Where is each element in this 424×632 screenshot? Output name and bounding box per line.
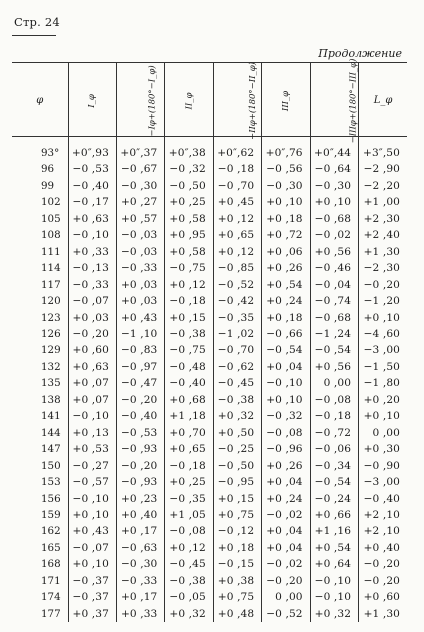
table-cell: −0 ,20: [68, 326, 116, 342]
table-cell: −0 ,62: [213, 359, 261, 375]
row-angle-cell: 147: [41, 443, 61, 456]
table-cell: −0 ,18: [310, 408, 358, 424]
table-row: [12, 326, 407, 342]
header-i-phi: I_φ: [68, 63, 116, 137]
table-cell: +0 ,10: [68, 556, 116, 572]
table-cell: −0 ,03: [116, 227, 164, 243]
table-cell: −0 ,52: [213, 277, 261, 293]
table-cell: −0 ,85: [213, 260, 261, 276]
table-cell: +0 ,17: [116, 589, 164, 605]
table-row: [12, 441, 407, 457]
table-body: [12, 137, 407, 623]
table-row: [12, 425, 407, 441]
table-cell: −3 ,00: [359, 474, 407, 490]
table-cell: −0 ,15: [213, 556, 261, 572]
table-cell: −0 ,74: [310, 293, 358, 309]
table-cell: −0 ,10: [310, 589, 358, 605]
row-angle-cell: 123: [41, 311, 61, 324]
table-cell: +0 ,65: [213, 227, 261, 243]
table-cell: −1 ,80: [359, 375, 407, 391]
table-cell: −0 ,25: [213, 441, 261, 457]
table-cell: +0 ,33: [68, 244, 116, 260]
row-angle-cell: 144: [41, 426, 61, 439]
row-angle-cell: 120: [41, 295, 61, 308]
table-cell: +0 ,04: [262, 540, 310, 556]
header-ii-diff: −IIφ+(180°−II_φ): [213, 63, 261, 137]
table-cell: −0 ,90: [359, 458, 407, 474]
row-angle-cell: 159: [41, 508, 61, 521]
table-cell: −2 ,20: [359, 178, 407, 194]
table-cell: +0 ,06: [262, 244, 310, 260]
table-cell: −0 ,18: [213, 161, 261, 177]
row-angle-cell: 96: [41, 163, 55, 176]
table-cell: −0 ,27: [68, 458, 116, 474]
table-cell: +2 ,30: [359, 211, 407, 227]
table-cell: −0 ,18: [165, 293, 213, 309]
table-cell: −0 ,68: [310, 310, 358, 326]
table-cell: −0 ,52: [262, 606, 310, 622]
row-angle-cell: 171: [41, 574, 61, 587]
table-cell: −0 ,45: [213, 375, 261, 391]
table-cell: −0 ,33: [116, 573, 164, 589]
table-cell: +0 ,32: [165, 606, 213, 622]
table-cell: +0 ,38: [213, 573, 261, 589]
table-cell: +2 ,40: [359, 227, 407, 243]
table-cell: +0 ,12: [213, 244, 261, 260]
row-angle-cell: 99: [41, 179, 55, 192]
table-cell: −0 ,40: [165, 375, 213, 391]
table-cell: +0 ,20: [359, 392, 407, 408]
table-cell: −4 ,60: [359, 326, 407, 342]
table-cell: +0 ,63: [68, 359, 116, 375]
header-ii-phi: II_φ: [165, 63, 213, 137]
table-cell: +0 ,12: [165, 540, 213, 556]
table-cell: +0 ,24: [262, 491, 310, 507]
table-cell: +0″,62: [213, 137, 261, 162]
table-cell: −0 ,07: [68, 540, 116, 556]
table-row: [12, 211, 407, 227]
table-cell: −0 ,32: [262, 408, 310, 424]
table-cell: −0 ,35: [165, 491, 213, 507]
table-cell: +0″,76: [262, 137, 310, 162]
table-cell: +0 ,57: [116, 211, 164, 227]
table-row: [12, 342, 407, 358]
row-angle-cell: 108: [41, 229, 61, 242]
table-cell: +0 ,50: [213, 425, 261, 441]
table-cell: +0 ,13: [68, 425, 116, 441]
table-row: [12, 161, 407, 177]
row-angle-cell: 174: [41, 591, 61, 604]
row-angle-cell: 138: [41, 393, 61, 406]
table-cell: +0 ,65: [165, 441, 213, 457]
table-cell: +0 ,07: [68, 392, 116, 408]
table-cell: +0 ,95: [165, 227, 213, 243]
header-iii-diff: −IIIφ+(180°−III_φ): [310, 63, 358, 137]
table-cell: −0 ,10: [310, 573, 358, 589]
table-cell: −0 ,53: [68, 161, 116, 177]
table-row: [12, 507, 407, 523]
table-cell: −0 ,03: [116, 244, 164, 260]
table-row: [12, 556, 407, 572]
table-cell: +0 ,24: [262, 293, 310, 309]
table-cell: −0 ,33: [116, 260, 164, 276]
table-row: [12, 178, 407, 194]
table-cell: −0 ,68: [310, 211, 358, 227]
table-cell: +0 ,54: [262, 277, 310, 293]
table-row: [12, 227, 407, 243]
table-cell: −0 ,57: [68, 474, 116, 490]
table-cell: −0 ,20: [359, 277, 407, 293]
table-cell: −0 ,08: [310, 392, 358, 408]
table-cell: +0 ,64: [310, 556, 358, 572]
table-cell: −0 ,46: [310, 260, 358, 276]
table-cell: +0″,37: [116, 137, 164, 162]
table-cell: +0 ,15: [165, 310, 213, 326]
header-phi: φ: [12, 63, 68, 137]
table-cell: +0 ,58: [165, 244, 213, 260]
table-cell: 0 ,00: [310, 375, 358, 391]
table-cell: +0 ,54: [310, 540, 358, 556]
table-cell: −0 ,93: [116, 441, 164, 457]
table-cell: +0 ,66: [310, 507, 358, 523]
row-angle-cell: 168: [41, 558, 61, 571]
table-cell: +0 ,18: [262, 211, 310, 227]
table-row: [12, 474, 407, 490]
table-cell: +0″,93: [68, 137, 116, 162]
table-row: [12, 293, 407, 309]
table-cell: +0 ,03: [116, 293, 164, 309]
row-angle-cell: 156: [41, 492, 61, 505]
table-cell: +0″,44: [310, 137, 358, 162]
table-cell: +3″,50: [359, 137, 407, 162]
table-cell: −0 ,02: [262, 507, 310, 523]
row-angle-cell: 162: [41, 525, 61, 538]
table-cell: −0 ,10: [68, 227, 116, 243]
table-cell: +1 ,30: [359, 606, 407, 622]
table-cell: +0 ,04: [262, 523, 310, 539]
table-cell: +1 ,05: [165, 507, 213, 523]
table-row: [12, 408, 407, 424]
table-cell: −0 ,37: [68, 589, 116, 605]
table-cell: −1 ,24: [310, 326, 358, 342]
table-cell: −0 ,72: [310, 425, 358, 441]
table-cell: +1 ,00: [359, 194, 407, 210]
table-cell: +0 ,60: [68, 342, 116, 358]
table-cell: −0 ,30: [116, 178, 164, 194]
page-number-rule: [12, 35, 56, 36]
table-cell: −0 ,64: [310, 161, 358, 177]
table-row: [12, 523, 407, 539]
row-angle-cell: 126: [41, 327, 61, 340]
table-cell: −0 ,20: [262, 573, 310, 589]
header-l-phi: L_φ: [359, 63, 407, 137]
table-cell: +0 ,63: [68, 211, 116, 227]
table-cell: +0 ,12: [165, 277, 213, 293]
table-row: [12, 375, 407, 391]
table-cell: +0 ,10: [359, 408, 407, 424]
table-cell: −0 ,08: [165, 523, 213, 539]
table-cell: −0 ,08: [262, 425, 310, 441]
table-cell: −1 ,02: [213, 326, 261, 342]
table-cell: −0 ,10: [262, 375, 310, 391]
table-cell: −0 ,75: [165, 342, 213, 358]
table-cell: +0 ,23: [116, 491, 164, 507]
table-row: [12, 491, 407, 507]
table-cell: +0 ,07: [68, 375, 116, 391]
table-cell: −0 ,04: [310, 277, 358, 293]
table-cell: +1 ,18: [165, 408, 213, 424]
table-cell: −0 ,12: [213, 523, 261, 539]
table-cell: +0 ,27: [116, 194, 164, 210]
table-cell: +0 ,10: [262, 392, 310, 408]
table-cell: −1 ,10: [116, 326, 164, 342]
table-row: [12, 194, 407, 210]
table-cell: +0 ,45: [213, 194, 261, 210]
table-cell: +0 ,37: [68, 606, 116, 622]
table-cell: +0 ,43: [68, 523, 116, 539]
table-cell: −0 ,56: [262, 161, 310, 177]
table-cell: −0 ,24: [310, 491, 358, 507]
table-cell: +1 ,16: [310, 523, 358, 539]
row-angle-cell: 117: [41, 278, 61, 291]
row-angle-cell: 165: [41, 541, 61, 554]
table-cell: −0 ,67: [116, 161, 164, 177]
table-cell: −0 ,02: [310, 227, 358, 243]
table-row: [12, 244, 407, 260]
table-cell: −0 ,40: [68, 178, 116, 194]
table-cell: −0 ,34: [310, 458, 358, 474]
row-angle-cell: 132: [41, 360, 61, 373]
table-cell: +0 ,18: [262, 310, 310, 326]
table-cell: −0 ,96: [262, 441, 310, 457]
table-row: [12, 573, 407, 589]
row-angle-cell: 141: [41, 410, 61, 423]
table-cell: −0 ,45: [165, 556, 213, 572]
table-cell: −0 ,75: [165, 260, 213, 276]
table-cell: −0 ,66: [262, 326, 310, 342]
table-row: [12, 540, 407, 556]
table-cell: +0 ,53: [68, 441, 116, 457]
row-angle-cell: 150: [41, 459, 61, 472]
table-cell: +2 ,10: [359, 507, 407, 523]
table-row: [12, 359, 407, 375]
row-angle-cell: 135: [41, 377, 61, 390]
page-number: Стр. 24: [14, 15, 60, 29]
table-cell: −3 ,00: [359, 342, 407, 358]
table-cell: −0 ,05: [165, 589, 213, 605]
row-angle-cell: 102: [41, 196, 61, 209]
row-angle-cell: 93°: [41, 147, 60, 159]
row-angle-cell: 105: [41, 212, 61, 225]
table-row: [12, 606, 407, 622]
table-cell: +0 ,75: [213, 507, 261, 523]
table-cell: 0 ,00: [359, 425, 407, 441]
table-cell: +1 ,30: [359, 244, 407, 260]
table-cell: −0 ,38: [165, 326, 213, 342]
table-cell: −0 ,32: [165, 161, 213, 177]
table-cell: −0 ,70: [213, 178, 261, 194]
table-cell: 0 ,00: [262, 589, 310, 605]
table-cell: −0 ,20: [116, 458, 164, 474]
table-cell: +0 ,10: [262, 194, 310, 210]
table-cell: −0 ,53: [116, 425, 164, 441]
table-cell: +0 ,03: [116, 277, 164, 293]
table-cell: −0 ,10: [68, 491, 116, 507]
table-cell: −0 ,97: [116, 359, 164, 375]
table-cell: −0 ,40: [116, 408, 164, 424]
values-table: [12, 58, 407, 622]
table-cell: +0 ,40: [359, 540, 407, 556]
table-cell: −0 ,18: [165, 458, 213, 474]
table-cell: −0 ,06: [310, 441, 358, 457]
table-cell: −2 ,90: [359, 161, 407, 177]
table-cell: +0 ,48: [213, 606, 261, 622]
table-cell: +0 ,56: [310, 359, 358, 375]
table-cell: −0 ,83: [116, 342, 164, 358]
table-cell: −0 ,40: [359, 491, 407, 507]
table-cell: +0 ,30: [359, 441, 407, 457]
table-cell: −0 ,42: [213, 293, 261, 309]
row-angle-cell: 111: [41, 245, 61, 258]
table-cell: −0 ,13: [68, 260, 116, 276]
table-cell: +0 ,40: [116, 507, 164, 523]
table-row: [12, 260, 407, 276]
table-cell: +0 ,68: [165, 392, 213, 408]
table-cell: +0 ,32: [213, 408, 261, 424]
row-angle-cell: 177: [41, 607, 61, 620]
table-cell: +0 ,25: [165, 474, 213, 490]
table-cell: +0 ,18: [213, 540, 261, 556]
table-cell: −0 ,95: [213, 474, 261, 490]
table-row: [12, 589, 407, 605]
table-cell: +0 ,10: [68, 507, 116, 523]
row-angle-cell: 129: [41, 344, 61, 357]
table-cell: −0 ,33: [68, 277, 116, 293]
table-cell: +0 ,60: [359, 589, 407, 605]
table-cell: +0 ,26: [262, 458, 310, 474]
table-cell: +0 ,03: [68, 310, 116, 326]
table-cell: −1 ,20: [359, 293, 407, 309]
header-i-diff: −Iφ+(180°−I_φ): [116, 63, 164, 137]
table-cell: +0 ,04: [262, 474, 310, 490]
table-cell: −0 ,17: [68, 194, 116, 210]
table-cell: −2 ,30: [359, 260, 407, 276]
table-cell: −0 ,48: [165, 359, 213, 375]
continued-label: Продолжение: [318, 47, 402, 60]
table-row: [12, 310, 407, 326]
table-cell: −1 ,50: [359, 359, 407, 375]
header-iii-phi: III_φ: [262, 63, 310, 137]
table-cell: −0 ,54: [262, 342, 310, 358]
table-row: [12, 458, 407, 474]
table-cell: −0 ,30: [262, 178, 310, 194]
table-cell: −0 ,20: [359, 556, 407, 572]
table-cell: +0 ,17: [116, 523, 164, 539]
table-cell: +0 ,56: [310, 244, 358, 260]
table-cell: +0 ,25: [165, 194, 213, 210]
table-cell: +0 ,12: [213, 211, 261, 227]
table-cell: −0 ,54: [310, 474, 358, 490]
table-cell: −0 ,93: [116, 474, 164, 490]
table-cell: −0 ,10: [68, 408, 116, 424]
table-cell: −0 ,38: [165, 573, 213, 589]
table-cell: −0 ,20: [359, 573, 407, 589]
table-cell: −0 ,47: [116, 375, 164, 391]
row-angle-cell: 114: [41, 262, 61, 275]
table-cell: +0 ,70: [165, 425, 213, 441]
table-cell: −0 ,50: [165, 178, 213, 194]
table-cell: −0 ,35: [213, 310, 261, 326]
table-cell: −0 ,30: [310, 178, 358, 194]
table-cell: +0 ,10: [310, 194, 358, 210]
table-cell: −0 ,20: [116, 392, 164, 408]
table-cell: +2 ,10: [359, 523, 407, 539]
table-cell: +0 ,43: [116, 310, 164, 326]
table-cell: +0 ,10: [359, 310, 407, 326]
table-cell: +0 ,32: [310, 606, 358, 622]
table-cell: +0 ,75: [213, 589, 261, 605]
table-cell: −0 ,70: [213, 342, 261, 358]
table-cell: +0 ,04: [262, 359, 310, 375]
table-cell: +0 ,26: [262, 260, 310, 276]
table-cell: −0 ,63: [116, 540, 164, 556]
table-cell: +0 ,72: [262, 227, 310, 243]
table-row: [12, 392, 407, 408]
table-row: [12, 277, 407, 293]
table-header-row: [12, 63, 407, 137]
table-cell: −0 ,30: [116, 556, 164, 572]
table-cell: +0 ,58: [165, 211, 213, 227]
row-angle-cell: 153: [41, 476, 61, 489]
table-cell: −0 ,37: [68, 573, 116, 589]
table-cell: −0 ,07: [68, 293, 116, 309]
table-cell: −0 ,50: [213, 458, 261, 474]
table-cell: −0 ,54: [310, 342, 358, 358]
table-cell: +0 ,33: [116, 606, 164, 622]
table-cell: +0 ,15: [213, 491, 261, 507]
table-cell: +0″,38: [165, 137, 213, 162]
table-cell: −0 ,02: [262, 556, 310, 572]
table-cell: −0 ,38: [213, 392, 261, 408]
